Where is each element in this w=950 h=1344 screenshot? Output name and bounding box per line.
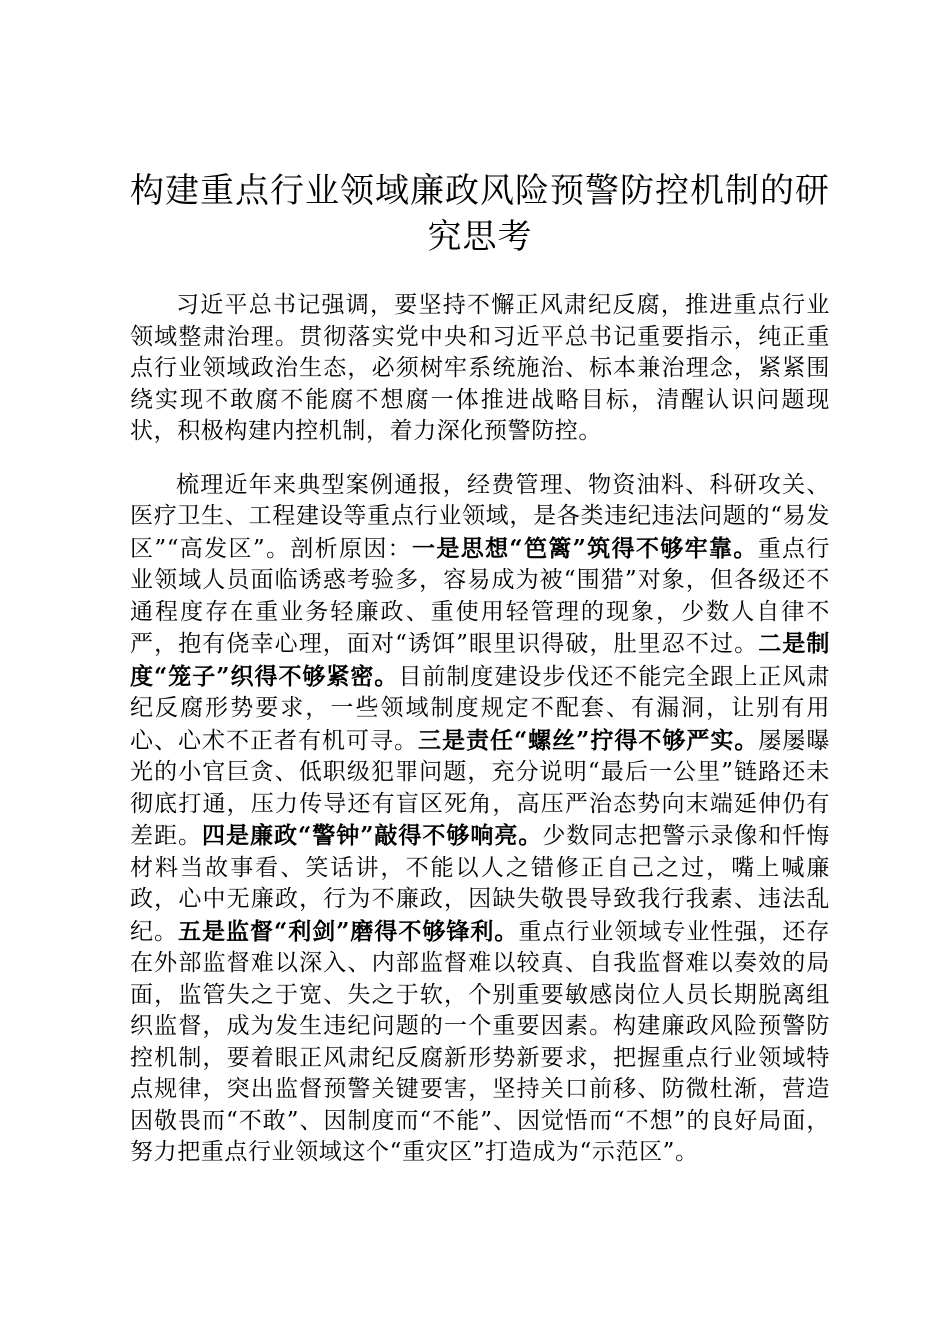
analysis-text: 梳理近年来典型案例通报，经费管理、物资油料、科研攻关、医疗卫生、工程建设等重点行业领域，是各类违纪违法问题的“易发区”“高发区”。剖析原因： xyxy=(130,471,830,562)
reason-one-heading: 一是思想“笆篱”筑得不够牢靠。 xyxy=(412,534,758,562)
reason-four-text: 少数同志把警示录像和忏悔材料当故事看、笑话讲，不能以人之错修正自己之过，嘴上喊廉政，心中无廉政，行为不廉政，因缺失敬畏导致我行我素、违法乱纪。 xyxy=(130,823,830,945)
reason-five-text: 重点行业领域专业性强，还存在外部监督难以深入、内部监督难以较真、自我监督难以奏效的局面，监管失之于宽、失之于软，个别重要敏感岗位人员长期脱离组织监督，成为发生违纪问题的一个重要因素。构建廉政风险预警防控机制，要着眼正风肃纪反腐新形势新要求，把握重点行业领域特点规律，突出监督预警关键要害，坚持关口前移、防微杜渐，营造因敬畏而“不敢”、因制度而“不能”、因觉悟而“不想”的良好局面，努力把重点行业领域这个“重灾区”打造成为“示范区”。 xyxy=(130,918,830,1165)
document-page xyxy=(130,168,830,1169)
reason-two-text: 目前制度建设步伐还不能完全跟上正风肃纪反腐形势要求，一些领域制度规定不配套、有漏洞，让别有用心、心术不正者有机可寻。 xyxy=(130,663,830,754)
document-title: 构建重点行业领域廉政风险预警防控机制的研究思考 xyxy=(130,171,830,257)
reason-three-text: 屡屡曝光的小官巨贪、低职级犯罪问题，充分说明“最后一公里”链路还未彻底打通，压力传导还有盲区死角，高压严治态势向末端延伸仍有差距。 xyxy=(130,727,830,849)
paragraph-analysis xyxy=(130,470,830,1169)
reason-five-heading: 五是监督“利剑”磨得不够锋利。 xyxy=(178,917,519,945)
reason-three-heading: 三是责任“螺丝”拧得不够严实。 xyxy=(417,726,759,754)
paragraph-intro: 习近平总书记强调，要坚持不懈正风肃纪反腐，推进重点行业领域整肃治理。贯彻落实党中央和习近平总书记重要指示，纯正重点行业领域政治生态，必须树牢系统施治、标本兼治理念，紧紧围绕实现不敢腐不能腐不想腐一体推进战略目标，清醒认识问题现状，积极构建内控机制，着力深化预警防控。 xyxy=(130,292,830,444)
reason-one-text: 重点行业领域人员面临诱惑考验多，容易成为被“围猎”对象，但各级还不通程度存在重业务轻廉政、重使用轻管理的现象，少数人自律不严，抱有侥幸心理，面对“诱饵”眼里识得破，肚里忍不过。 xyxy=(130,535,830,657)
reason-four-heading: 四是廉政“警钟”敲得不够响亮。 xyxy=(202,822,543,849)
reason-two-heading: 二是制度“笼子”织得不够紧密。 xyxy=(130,630,830,690)
